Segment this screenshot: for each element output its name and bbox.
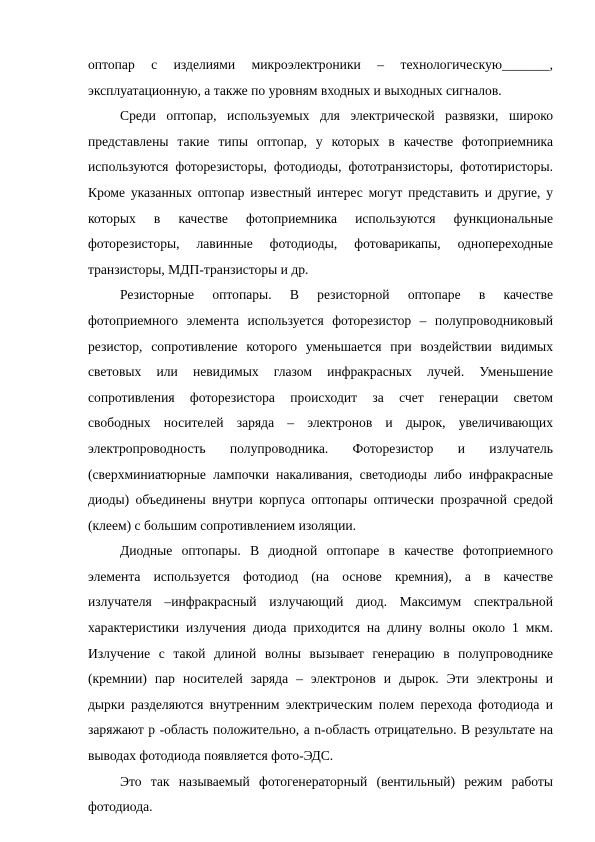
body-text bbox=[88, 52, 553, 820]
text-line: заряжают р -область положительно, а n-область отрицательно. В результате на bbox=[88, 722, 553, 738]
text-line: представлены такие типы оптопар, у которых в качестве фотоприемника bbox=[88, 133, 553, 149]
text-line: фоторезисторы, лавинные фотодиоды, фотоварикапы, однопереходные bbox=[88, 236, 553, 252]
text-line: Диодные оптопары. В диодной оптопаре в качестве фотоприемного bbox=[120, 543, 553, 559]
text-line: световых или невидимых глазом инфракрасных лучей. Уменьшение bbox=[88, 364, 553, 380]
text-line: резистор, сопротивление которого уменьшается при воздействии видимых bbox=[88, 338, 553, 354]
text-line: диоды) объединены внутри корпуса оптопары оптически прозрачной средой bbox=[88, 492, 553, 508]
text-line: сопротивления фоторезистора происходит за счет генерации светом bbox=[88, 389, 553, 405]
text-line: оптопар с изделиями микроэлектроники – технологическую_______, bbox=[88, 57, 553, 72]
text-line: Резисторные оптопары. В резисторной оптопаре в качестве bbox=[120, 287, 553, 303]
text-line: (кремнии) пар носителей заряда – электронов и дырок. Эти электроны и bbox=[88, 671, 553, 687]
text-line: выводах фотодиода появляется фото-ЭДС. bbox=[88, 748, 334, 764]
text-line: транзисторы, МДП-транзисторы и др. bbox=[88, 261, 309, 277]
text-line: которых в качестве фотоприемника используются функциональные bbox=[88, 210, 553, 226]
text-line: (клеем) с большим сопротивлением изоляции. bbox=[88, 517, 357, 533]
text-line: используются фоторезисторы, фотодиоды, фототранзисторы, фототиристоры. bbox=[88, 159, 553, 175]
text-line: фотоприемного элемента используется фоторезистор – полупроводниковый bbox=[88, 312, 553, 328]
text-line: дырки разделяются внутренним электрическим полем перехода фотодиода и bbox=[88, 696, 553, 712]
text-line: эксплуатационную, а также по уровням входных и выходных сигналов. bbox=[88, 82, 502, 98]
text-line: Среди оптопар, используемых для электрической развязки, широко bbox=[120, 108, 553, 124]
text-line: свободных носителей заряда – электронов и дырок, увеличивающих bbox=[88, 415, 553, 431]
text-line: характеристики излучения диода приходится на длину волны около 1 мкм. bbox=[88, 620, 553, 636]
text-line: излучателя –инфракрасный излучающий диод. Максимум спектральной bbox=[88, 594, 553, 610]
text-line: фотодиода. bbox=[88, 799, 153, 815]
text-line: Это так называемый фотогенераторный (вентильный) режим работы bbox=[120, 773, 553, 789]
text-line: элемента используется фотодиод (на основе кремния), а в качестве bbox=[88, 568, 553, 584]
text-line: электропроводность полупроводника. Фоторезистор и излучатель bbox=[88, 440, 553, 456]
text-line: (сверхминиатюрные лампочки накаливания, светодиоды либо инфракрасные bbox=[88, 466, 553, 482]
text-line: Кроме указанных оптопар известный интерес могут представить и другие, у bbox=[88, 184, 553, 200]
text-line: Излучение с такой длиной волны вызывает генерацию в полупроводнике bbox=[88, 645, 553, 661]
